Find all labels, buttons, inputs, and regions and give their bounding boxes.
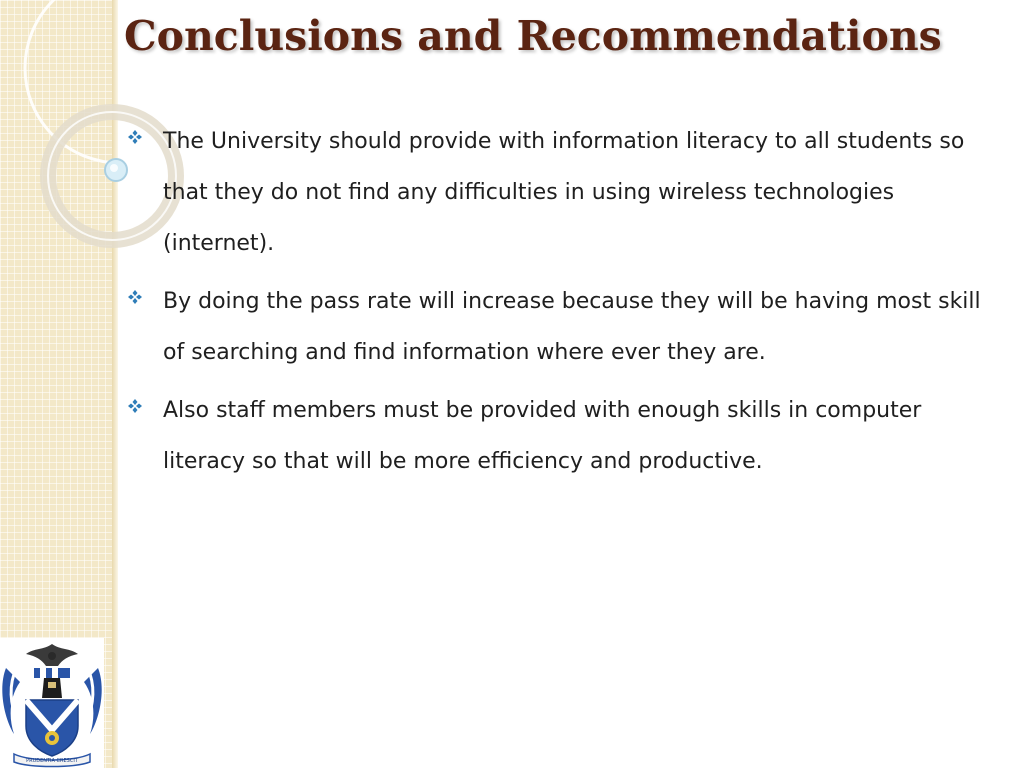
- crest-motto: PRUDENTIA CRESCIT: [26, 758, 78, 764]
- four-diamond-bullet-icon: [128, 290, 142, 304]
- bullet-text: Also staff members must be provided with enough skills in computer literacy so that will be more efficiency and productive.: [163, 398, 922, 474]
- bullet-text: The University should provide with information literacy to all students so that they do not find any difficulties in using wireless technologies (internet).: [163, 129, 965, 256]
- bullet-item: [128, 385, 988, 487]
- bullet-list: [128, 116, 988, 494]
- side-strip-edge: [112, 0, 118, 768]
- crest-icon: [0, 638, 104, 768]
- four-diamond-bullet-icon: [128, 130, 142, 144]
- slide-title: Conclusions and Recommendations: [124, 12, 942, 60]
- four-diamond-bullet-icon: [128, 399, 142, 413]
- bullet-item: [128, 276, 988, 378]
- university-crest-logo: [0, 638, 104, 768]
- bullet-item: [128, 116, 988, 269]
- bullet-text: By doing the pass rate will increase because they will be having most skill of searching and find information where ever they are.: [163, 289, 981, 365]
